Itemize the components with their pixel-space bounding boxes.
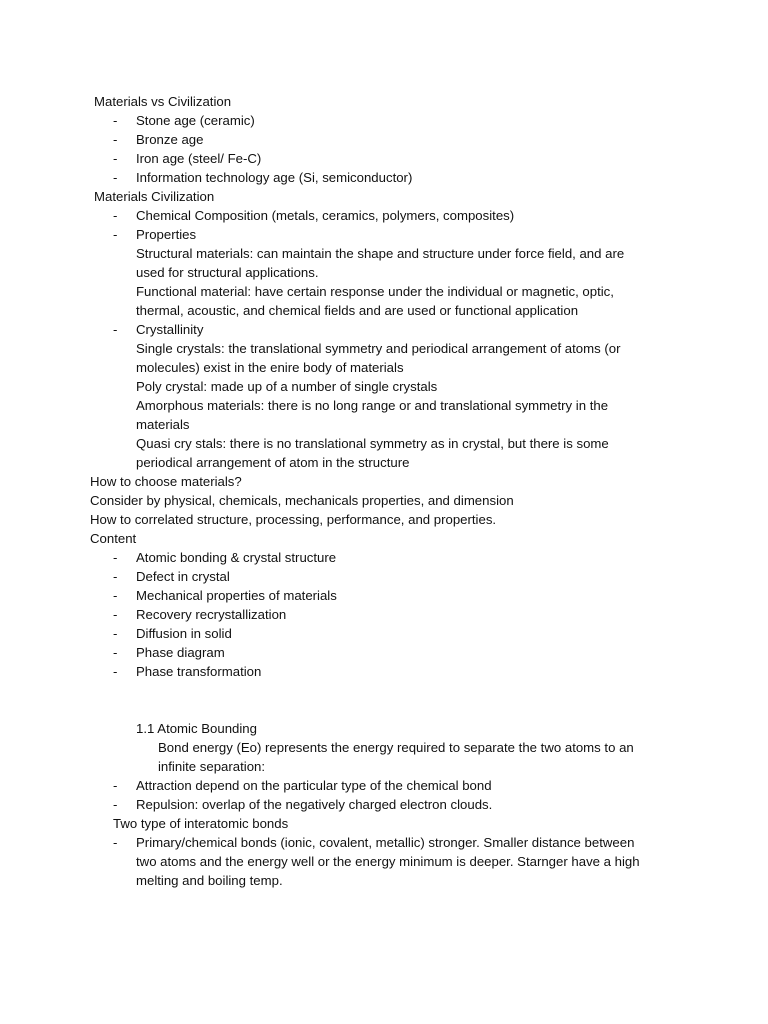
line-text: thermal, acoustic, and chemical fields and are used or functional application	[136, 303, 579, 318]
text-line	[0, 738, 768, 757]
line-text: Single crystals: the translational symmetry and periodical arrangement of atoms (or	[136, 341, 621, 356]
line-text: two atoms and the energy well or the energy minimum is deeper. Starnger have a high	[136, 854, 640, 869]
line-text: Mechanical properties of materials	[136, 588, 337, 603]
bullet-line	[0, 795, 768, 814]
line-text: used for structural applications.	[136, 265, 319, 280]
line-text: materials	[136, 417, 190, 432]
line-text: molecules) exist in the enire body of materials	[136, 360, 404, 375]
line-text: Recovery recrystallization	[136, 607, 287, 622]
bullet-line	[0, 624, 768, 643]
bullet-dash: -	[113, 170, 118, 185]
line-text: How to choose materials?	[90, 474, 242, 489]
bullet-dash: -	[113, 113, 118, 128]
line-text: Two type of interatomic bonds	[113, 816, 289, 831]
text-line	[0, 434, 768, 453]
line-text: periodical arrangement of atom in the structure	[136, 455, 410, 470]
line-text: Amorphous materials: there is no long range or and translational symmetry in the	[136, 398, 609, 413]
line-text: Phase transformation	[136, 664, 262, 679]
bullet-dash: -	[113, 778, 118, 793]
text-line	[0, 396, 768, 415]
bullet-line	[0, 149, 768, 168]
text-line	[0, 757, 768, 776]
bullet-dash: -	[113, 664, 118, 679]
line-text: Bond energy (Eo) represents the energy required to separate the two atoms to an	[158, 740, 634, 755]
text-line	[0, 871, 768, 890]
text-line	[0, 339, 768, 358]
bullet-dash: -	[113, 322, 118, 337]
line-text: 1.1 Atomic Bounding	[136, 721, 257, 736]
bullet-line	[0, 225, 768, 244]
bullet-line	[0, 548, 768, 567]
bullet-line	[0, 206, 768, 225]
line-text: Defect in crystal	[136, 569, 230, 584]
line-text: melting and boiling temp.	[136, 873, 283, 888]
line-text: Materials Civilization	[94, 189, 215, 204]
bullet-dash: -	[113, 569, 118, 584]
text-line	[0, 263, 768, 282]
text-line	[0, 510, 768, 529]
text-line	[0, 814, 768, 833]
bullet-dash: -	[113, 550, 118, 565]
bullet-line	[0, 586, 768, 605]
text-line	[0, 472, 768, 491]
bullet-dash: -	[113, 151, 118, 166]
text-line	[0, 377, 768, 396]
bullet-dash: -	[113, 607, 118, 622]
bullet-line	[0, 130, 768, 149]
line-text: Structural materials: can maintain the shape and structure under force field, and are	[136, 246, 625, 261]
bullet-line	[0, 643, 768, 662]
bullet-line	[0, 776, 768, 795]
text-line	[0, 453, 768, 472]
section-spacer	[0, 681, 768, 719]
text-line	[0, 187, 768, 206]
bullet-dash: -	[113, 227, 118, 242]
line-text: Information technology age (Si, semiconductor)	[136, 170, 413, 185]
line-text: Crystallinity	[136, 322, 204, 337]
bullet-line	[0, 605, 768, 624]
bullet-line	[0, 111, 768, 130]
bullet-dash: -	[113, 797, 118, 812]
text-line	[0, 719, 768, 738]
text-line	[0, 92, 768, 111]
line-text: Attraction depend on the particular type of the chemical bond	[136, 778, 492, 793]
text-line	[0, 301, 768, 320]
line-text: Functional material: have certain response under the individual or magnetic, optic,	[136, 284, 614, 299]
bullet-line	[0, 833, 768, 852]
line-text: Chemical Composition (metals, ceramics, polymers, composites)	[136, 208, 515, 223]
line-text: Poly crystal: made up of a number of single crystals	[136, 379, 438, 394]
bullet-line	[0, 320, 768, 339]
bullet-dash: -	[113, 645, 118, 660]
bullet-dash: -	[113, 835, 118, 850]
line-text: Diffusion in solid	[136, 626, 232, 641]
line-text: infinite separation:	[158, 759, 266, 774]
line-text: Properties	[136, 227, 197, 242]
text-line	[0, 415, 768, 434]
bullet-line	[0, 662, 768, 681]
bullet-dash: -	[113, 208, 118, 223]
bullet-dash: -	[113, 626, 118, 641]
text-line	[0, 529, 768, 548]
line-text: Content	[90, 531, 137, 546]
document-body	[0, 92, 768, 890]
line-text: Primary/chemical bonds (ionic, covalent, metallic) stronger. Smaller distance between	[136, 835, 635, 850]
line-text: Materials vs Civilization	[94, 94, 232, 109]
text-line	[0, 358, 768, 377]
line-text: Iron age (steel/ Fe-C)	[136, 151, 262, 166]
line-text: Bronze age	[136, 132, 204, 147]
bullet-dash: -	[113, 132, 118, 147]
line-text: Repulsion: overlap of the negatively charged electron clouds.	[136, 797, 493, 812]
line-text: Consider by physical, chemicals, mechanicals properties, and dimension	[90, 493, 514, 508]
line-text: Stone age (ceramic)	[136, 113, 255, 128]
bullet-line	[0, 567, 768, 586]
text-line	[0, 244, 768, 263]
bullet-dash: -	[113, 588, 118, 603]
line-text: Quasi cry stals: there is no translational symmetry as in crystal, but there is some	[136, 436, 609, 451]
text-line	[0, 282, 768, 301]
bullet-line	[0, 168, 768, 187]
text-line	[0, 491, 768, 510]
line-text: Phase diagram	[136, 645, 225, 660]
line-text: Atomic bonding & crystal structure	[136, 550, 337, 565]
line-text: How to correlated structure, processing, performance, and properties.	[90, 512, 497, 527]
text-line	[0, 852, 768, 871]
